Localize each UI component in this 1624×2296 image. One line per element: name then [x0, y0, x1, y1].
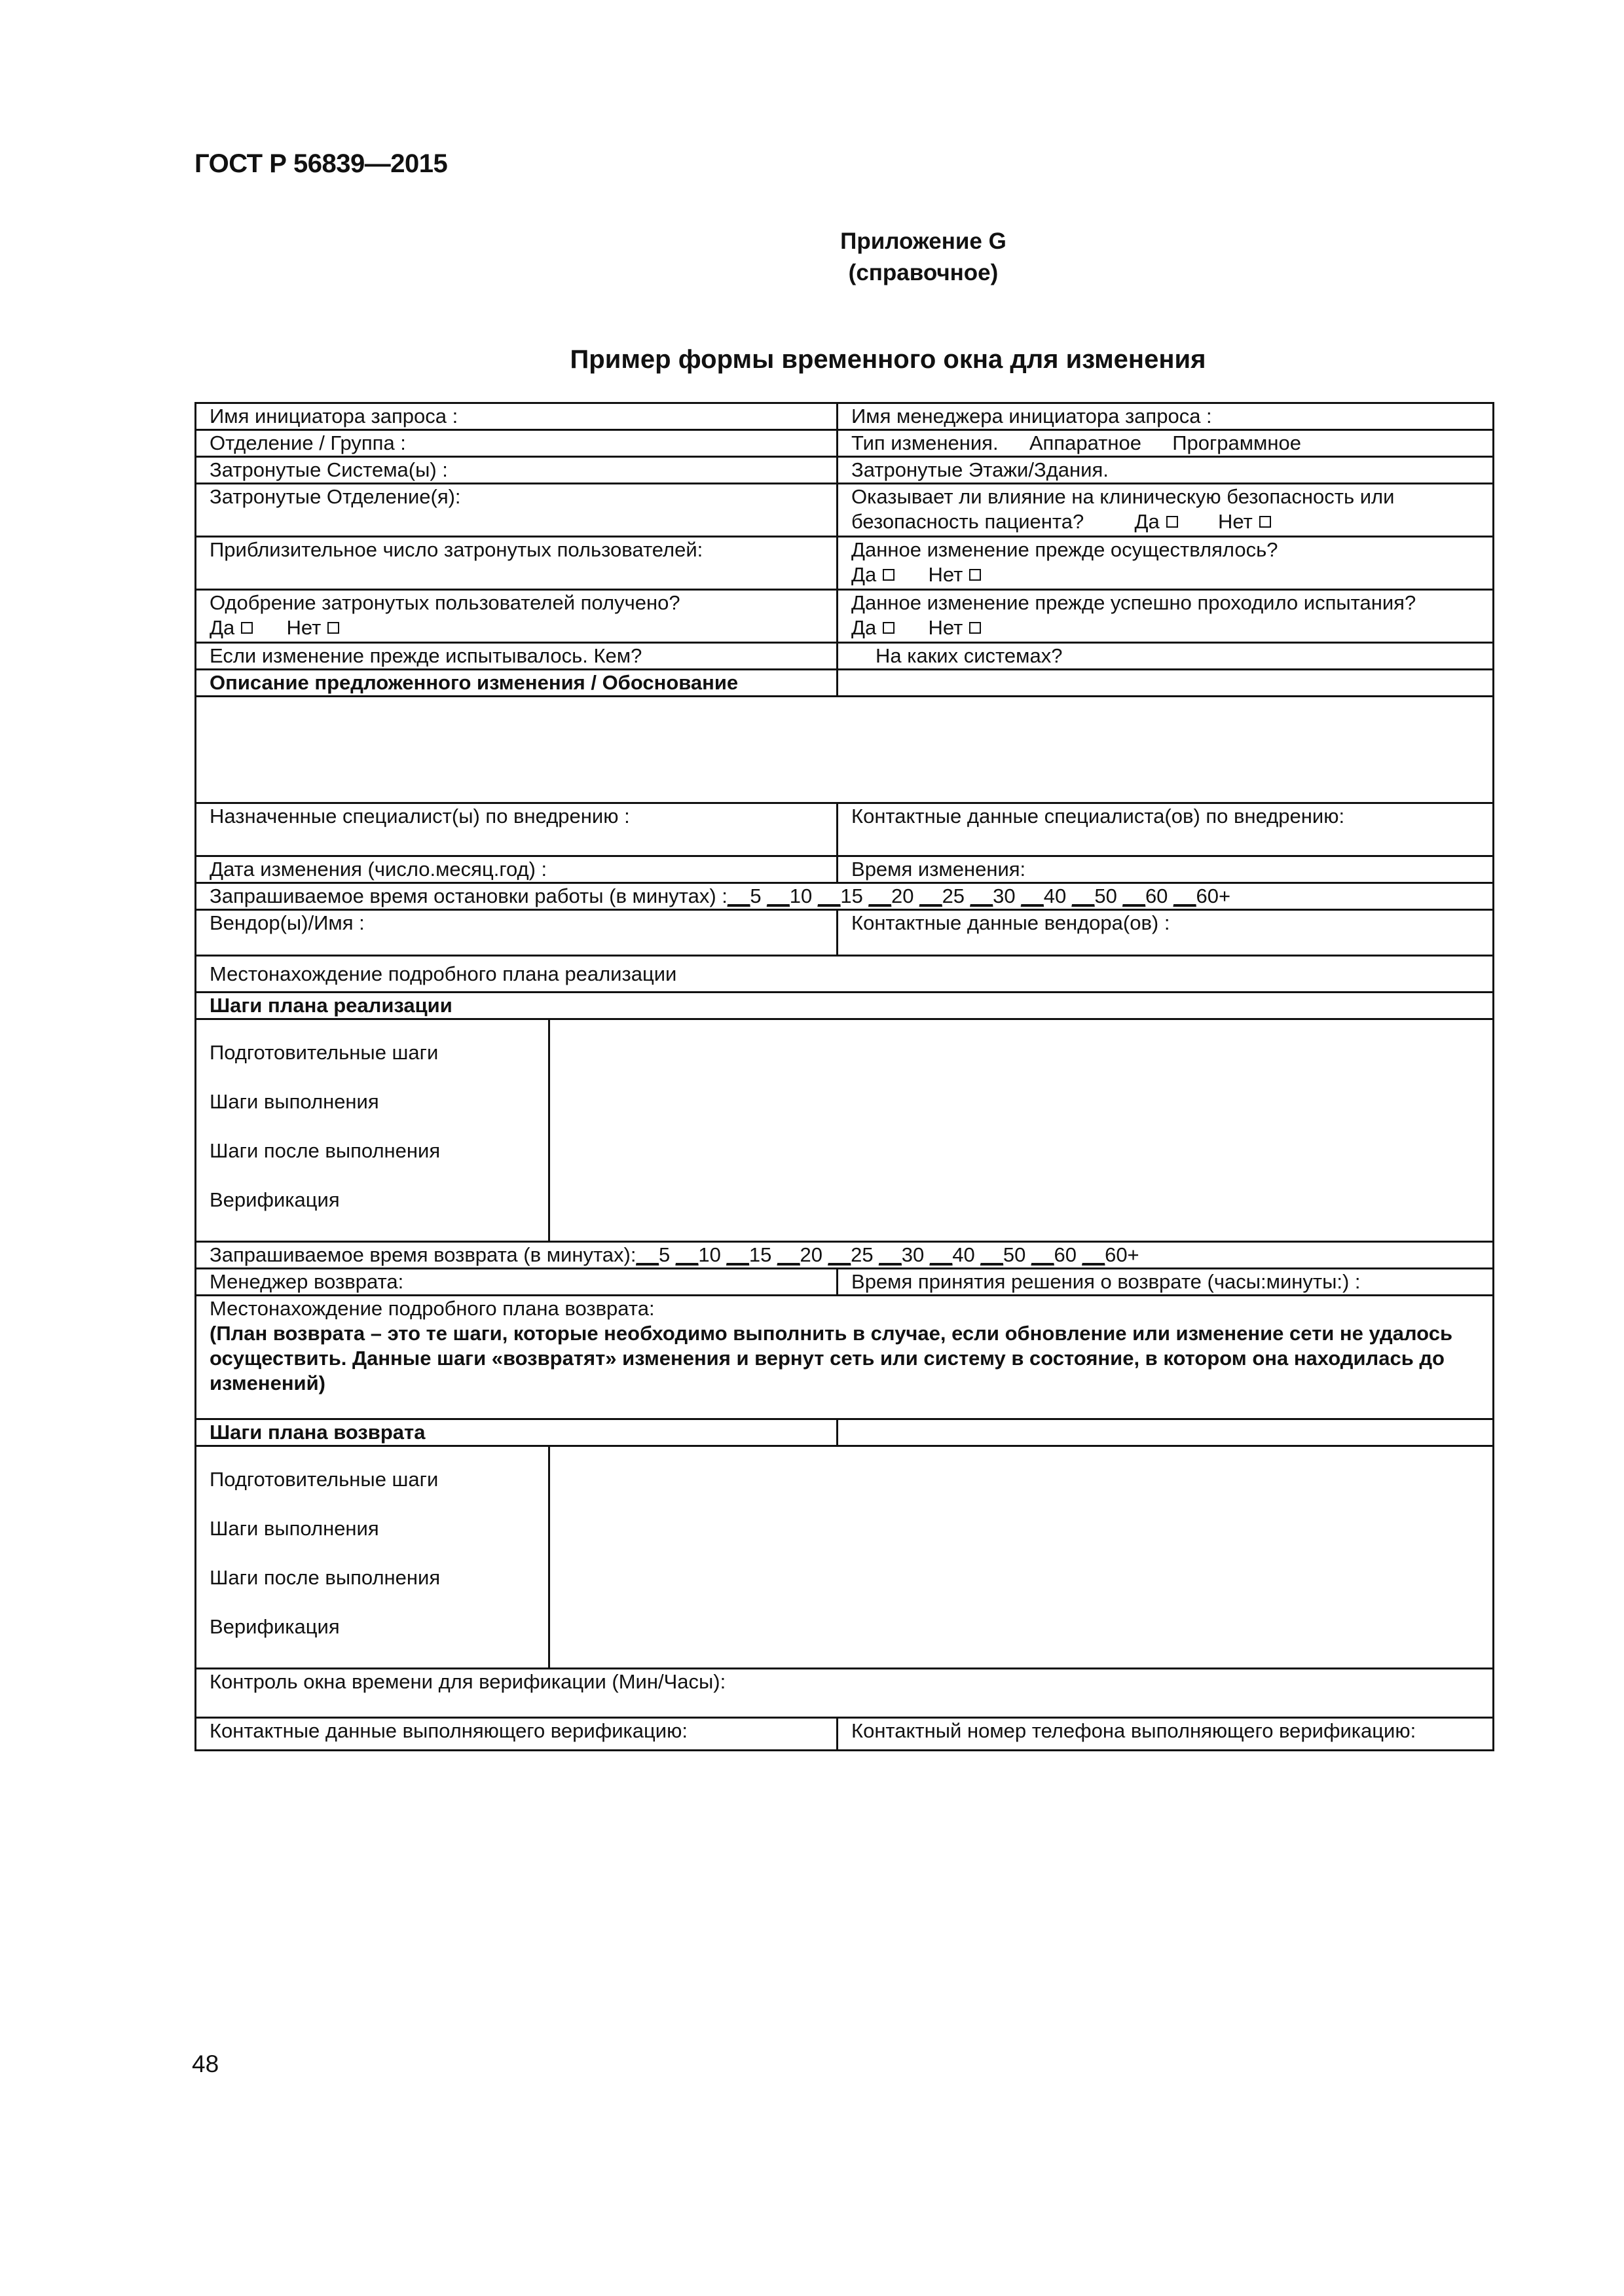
annex-heading	[0, 226, 1624, 289]
description-area[interactable]	[196, 697, 1494, 803]
downtime-option[interactable]: 20	[891, 884, 914, 907]
tested-before-yes-checkbox[interactable]	[883, 622, 895, 634]
step-label: Шаги после выполнения	[210, 1566, 441, 1589]
implementation-steps-labels	[196, 1019, 549, 1242]
clinical-safety-yes-checkbox[interactable]	[1166, 516, 1178, 528]
change-window-form	[194, 402, 1494, 1751]
downtime-option[interactable]: 50	[1094, 884, 1117, 907]
users-approval-no-label: Нет	[286, 616, 322, 639]
requester-name-field[interactable]: Имя инициатора запроса :	[196, 403, 838, 430]
rollback-plan-note: (План возврата – это те шаги, которые необходимо выполнить в случае, если обновление или изменение сети не удалось осуществить. Данные шаги «возвратят» изменения и вернут сеть или систему в состояние, в котором она находилась до изменений)	[210, 1322, 1453, 1394]
change-time-field[interactable]: Время изменения:	[838, 856, 1494, 883]
description-header: Описание предложенного изменения / Обоснование	[196, 670, 838, 697]
downtime-option[interactable]: 60+	[1196, 884, 1231, 907]
affected-systems-field[interactable]: Затронутые Система(ы) :	[196, 457, 838, 484]
form-row	[196, 1446, 1494, 1669]
form-row	[196, 670, 1494, 697]
rollback-time-field[interactable]: Запрашиваемое время возврата (в минутах):__5 __10 __15 __20 __25 __30 __40 __50 __60 __60+	[196, 1242, 1494, 1269]
verifier-contacts-field[interactable]: Контактные данные выполняющего верификацию:	[196, 1718, 838, 1751]
rollback-plan-label: Местонахождение подробного плана возврата:	[210, 1297, 655, 1320]
rollback-time-label: Запрашиваемое время возврата (в минутах):	[210, 1243, 637, 1266]
standard-code: ГОСТ Р 56839—2015	[194, 149, 448, 178]
downtime-option[interactable]: 60	[1145, 884, 1168, 907]
done-before-question: Данное изменение прежде осуществлялось?	[851, 538, 1278, 561]
rollback-steps-labels	[196, 1446, 549, 1669]
users-approval-question: Одобрение затронутых пользователей получено?	[210, 591, 680, 614]
tested-before-no-label: Нет	[928, 616, 963, 639]
verifier-phone-field[interactable]: Контактный номер телефона выполняющего верификацию:	[838, 1718, 1494, 1751]
done-before-yes-checkbox[interactable]	[883, 569, 895, 581]
form-row	[196, 803, 1494, 856]
implementation-steps-area[interactable]	[549, 1019, 1494, 1242]
form-row	[196, 484, 1494, 537]
form-row	[196, 643, 1494, 670]
rollback-time-option[interactable]: 40	[952, 1243, 975, 1266]
rollback-time-option[interactable]: 50	[1003, 1243, 1026, 1266]
form-row	[196, 910, 1494, 956]
form-row	[196, 1019, 1494, 1242]
form-row	[196, 856, 1494, 883]
step-label: Шаги выполнения	[210, 1517, 379, 1540]
tested-by-whom-field[interactable]: Если изменение прежде испытывалось. Кем?	[196, 643, 838, 670]
users-approval-yes-checkbox[interactable]	[241, 622, 253, 634]
change-type-software[interactable]: Программное	[1172, 431, 1301, 454]
rollback-steps-header-blank	[838, 1419, 1494, 1446]
form-row	[196, 457, 1494, 484]
step-label: Подготовительные шаги	[210, 1041, 439, 1064]
rollback-time-option[interactable]: 30	[901, 1243, 925, 1266]
users-approval-no-checkbox[interactable]	[327, 622, 339, 634]
annex-type: (справочное)	[848, 260, 999, 285]
step-label: Верификация	[210, 1188, 340, 1211]
tested-before-no-checkbox[interactable]	[969, 622, 981, 634]
vendor-name-field[interactable]: Вендор(ы)/Имя :	[196, 910, 838, 956]
downtime-option[interactable]: 10	[789, 884, 813, 907]
form-row	[196, 883, 1494, 910]
department-field[interactable]: Отделение / Группа :	[196, 430, 838, 457]
clinical-safety-no-checkbox[interactable]	[1259, 516, 1271, 528]
done-before-no-label: Нет	[928, 563, 963, 586]
verification-window-field[interactable]: Контроль окна времени для верификации (Мин/Часы):	[196, 1669, 1494, 1718]
affected-departments-field[interactable]: Затронутые Отделение(я):	[196, 484, 838, 537]
rollback-decision-time-field[interactable]: Время принятия решения о возврате (часы:минуты:) :	[838, 1269, 1494, 1296]
change-type-label: Тип изменения.	[851, 431, 999, 454]
change-type-hardware[interactable]: Аппаратное	[1029, 431, 1141, 454]
downtime-option[interactable]: 15	[840, 884, 863, 907]
step-label: Шаги выполнения	[210, 1090, 379, 1113]
tested-systems-label: На каких системах?	[876, 644, 1063, 667]
downtime-option[interactable]: 25	[942, 884, 965, 907]
done-before-yes-label: Да	[851, 563, 877, 586]
affected-users-field[interactable]: Приблизительное число затронутых пользователей:	[196, 537, 838, 590]
users-approval-yes-label: Да	[210, 616, 235, 639]
rollback-time-option[interactable]: 60	[1054, 1243, 1077, 1266]
description-header-blank	[838, 670, 1494, 697]
downtime-field[interactable]: Запрашиваемое время остановки работы (в минутах) :__5 __10 __15 __20 __25 __30 __40 __50 __60 __60+	[196, 883, 1494, 910]
rollback-steps-area[interactable]	[549, 1446, 1494, 1669]
rollback-time-option[interactable]: 5	[658, 1243, 671, 1266]
done-before-no-checkbox[interactable]	[969, 569, 981, 581]
clinical-safety-field	[838, 484, 1494, 537]
downtime-option[interactable]: 30	[993, 884, 1016, 907]
rollback-time-option[interactable]: 60+	[1105, 1243, 1139, 1266]
done-before-field	[838, 537, 1494, 590]
form-row	[196, 1718, 1494, 1751]
form-row	[196, 1242, 1494, 1269]
step-label: Шаги после выполнения	[210, 1139, 441, 1162]
form-row	[196, 590, 1494, 643]
form-row	[196, 1669, 1494, 1718]
form-row	[196, 1419, 1494, 1446]
users-approval-field	[196, 590, 838, 643]
tested-before-field	[838, 590, 1494, 643]
downtime-option[interactable]: 5	[750, 884, 762, 907]
step-label: Подготовительные шаги	[210, 1468, 439, 1491]
clinical-safety-no-label: Нет	[1217, 510, 1253, 533]
tested-systems-field[interactable]	[838, 643, 1494, 670]
rollback-time-option[interactable]: 10	[698, 1243, 721, 1266]
annex-title: Приложение G	[840, 228, 1006, 254]
assigned-specialists-field[interactable]: Назначенные специалист(ы) по внедрению :	[196, 803, 838, 856]
form-row	[196, 403, 1494, 430]
form-row	[196, 993, 1494, 1019]
rollback-time-option[interactable]: 25	[851, 1243, 874, 1266]
rollback-time-option[interactable]: 20	[800, 1243, 822, 1266]
rollback-plan-field[interactable]	[196, 1296, 1494, 1419]
downtime-label: Запрашиваемое время остановки работы (в минутах) :	[210, 884, 728, 907]
change-date-field[interactable]: Дата изменения (число.месяц.год) :	[196, 856, 838, 883]
specialists-contacts-field[interactable]: Контактные данные специалиста(ов) по внедрению:	[838, 803, 1494, 856]
form-row	[196, 697, 1494, 803]
form-row	[196, 1296, 1494, 1419]
affected-floors-field[interactable]: Затронутые Этажи/Здания.	[838, 457, 1494, 484]
clinical-safety-yes-label: Да	[1134, 510, 1160, 533]
downtime-option[interactable]: 40	[1043, 884, 1067, 907]
rollback-time-option[interactable]: 15	[748, 1243, 772, 1266]
form-row	[196, 537, 1494, 590]
form-row	[196, 1269, 1494, 1296]
implementation-steps-header: Шаги плана реализации	[196, 993, 1494, 1019]
rollback-steps-header: Шаги плана возврата	[196, 1419, 838, 1446]
tested-before-yes-label: Да	[851, 616, 877, 639]
tested-before-question: Данное изменение прежде успешно проходило испытания?	[851, 591, 1416, 614]
form-row	[196, 430, 1494, 457]
plan-location-field[interactable]: Местонахождение подробного плана реализации	[196, 956, 1494, 993]
clinical-safety-question: Оказывает ли влияние на клиническую безопасность или	[851, 485, 1395, 508]
requester-manager-field[interactable]: Имя менеджера инициатора запроса :	[838, 403, 1494, 430]
page-number: 48	[192, 2050, 219, 2077]
step-label: Верификация	[210, 1615, 340, 1638]
form-row	[196, 956, 1494, 993]
vendor-contacts-field[interactable]: Контактные данные вендора(ов) :	[838, 910, 1494, 956]
change-type-field[interactable]	[838, 430, 1494, 457]
rollback-manager-field[interactable]: Менеджер возврата:	[196, 1269, 838, 1296]
clinical-safety-question-cont: безопасность пациента?	[851, 510, 1084, 533]
form-title: Пример формы временного окна для изменения	[570, 345, 1206, 374]
